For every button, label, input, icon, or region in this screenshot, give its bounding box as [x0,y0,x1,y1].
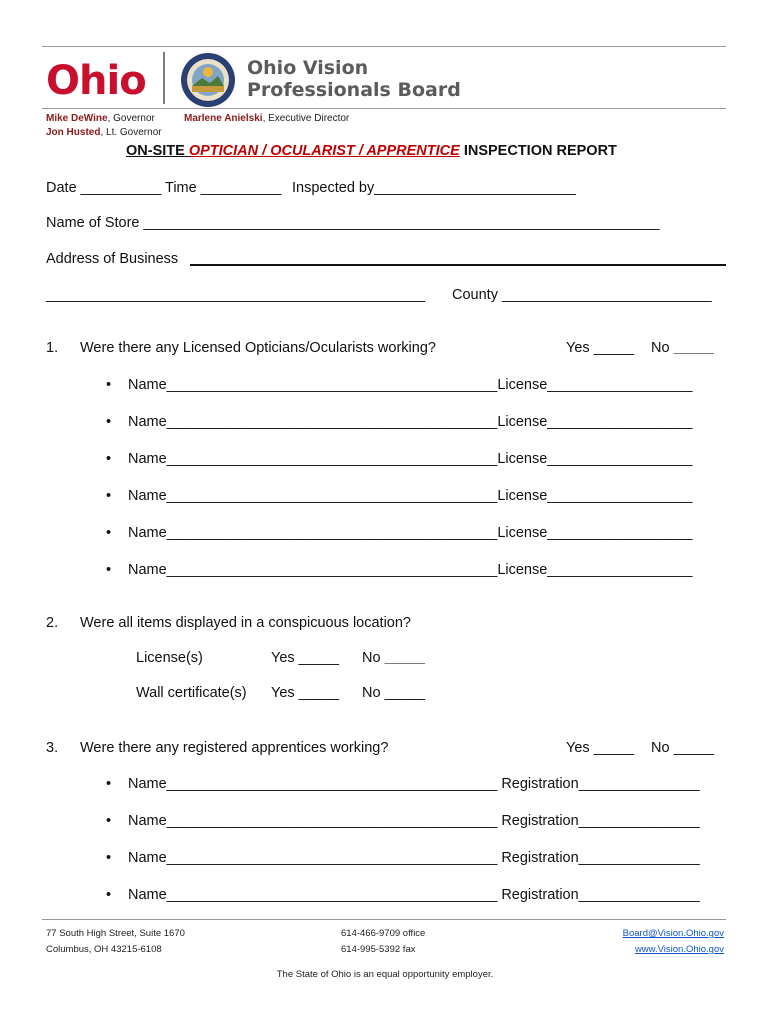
title-highlight: OPTICIAN / OCULARIST / APPRENTICE [188,143,460,159]
q1-row-5 [106,525,692,541]
q3-row-4 [106,887,700,903]
governor-line [46,113,155,124]
store-name-field[interactable]: Name of Store ________________________________________________________________ [46,215,660,231]
q2-license-yes[interactable]: Yes _____ [271,650,340,666]
q1-name-field[interactable]: Name_________________________________________ [128,451,498,467]
date-field[interactable]: Date __________ [46,180,162,196]
q2-license-no-label: No [362,650,385,666]
q3-name-field[interactable]: Name_________________________________________ [128,813,498,829]
lt-governor-name: Jon Husted [46,127,101,138]
address-line1: 77 South High Street, Suite 1670 [46,928,185,939]
county-field[interactable]: County __________________________ [452,287,712,303]
board-name-line2: Professionals Board [247,79,461,101]
footer-address [46,926,185,958]
q1-text: Were there any Licensed Opticians/Ocularists working? [80,340,436,356]
q3-registration-field[interactable]: Registration_______________ [501,813,700,829]
state-seal-icon [180,52,236,108]
q1-name-field[interactable]: Name_________________________________________ [128,488,498,504]
board-name-line1: Ohio Vision [247,57,369,79]
q2-text: Were all items displayed in a conspicuous location? [80,615,411,631]
q1-number: 1. [46,340,59,356]
q1-name-field[interactable]: Name_________________________________________ [128,414,498,430]
address-line2: Columbus, OH 43215-6108 [46,944,162,955]
email-link[interactable]: Board@Vision.Ohio.gov [622,928,724,939]
q3-row-3 [106,850,700,866]
q2-number: 2. [46,615,59,631]
bullet: • [106,887,112,903]
governor-title: , Governor [107,113,155,124]
governor-name: Mike DeWine [46,113,108,124]
q1-license-field[interactable]: License__________________ [497,525,693,541]
inspected-by-field[interactable]: Inspected by_________________________ [292,180,576,196]
q1-row-6 [106,562,692,578]
q1-license-field[interactable]: License__________________ [497,488,693,504]
q3-name-field[interactable]: Name_________________________________________ [128,850,498,866]
q3-number: 3. [46,740,59,756]
lt-governor-title: , Lt. Governor [100,127,162,138]
city-field[interactable]: _______________________________________________ [46,287,426,303]
q3-registration-field[interactable]: Registration_______________ [501,850,700,866]
q1-row-2 [106,414,692,430]
q3-yes[interactable]: Yes _____ [566,740,635,756]
equal-opportunity-note: The State of Ohio is an equal opportunity employer. [276,969,494,980]
q3-registration-field[interactable]: Registration_______________ [501,887,700,903]
time-field[interactable]: Time __________ [165,180,282,196]
q1-no-blank: _____ [673,340,714,356]
address-label: Address of Business [46,251,179,267]
q1-no-label: No [651,340,674,356]
q1-license-field[interactable]: License__________________ [497,451,693,467]
q2-license-no[interactable] [362,650,425,666]
phone-fax: 614-995-5392 fax [341,944,416,955]
q3-text: Were there any registered apprentices working? [80,740,389,756]
q3-name-field[interactable]: Name_________________________________________ [128,887,498,903]
bullet: • [106,488,112,504]
director-name: Marlene Anielski [184,113,263,124]
footer-phones [341,926,425,958]
title-prefix: ON-SITE [126,143,189,159]
bullet: • [106,525,112,541]
header-rule [42,108,726,109]
director-title: , Executive Director [262,113,350,124]
director-line [184,113,349,124]
ohio-logo: Ohio [46,58,146,104]
q1-yes[interactable]: Yes _____ [566,340,635,356]
q2-license-label: License(s) [136,650,203,666]
q1-name-field[interactable]: Name_________________________________________ [128,562,498,578]
q1-row-4 [106,488,692,504]
footer-rule [42,919,726,920]
q3-row-2 [106,813,700,829]
bullet: • [106,414,112,430]
title-suffix: INSPECTION REPORT [459,143,617,159]
address-field[interactable] [190,264,726,266]
q2-wall-yes[interactable]: Yes _____ [271,685,340,701]
q2-license-no-blank: _____ [384,650,425,666]
board-name [247,57,461,101]
bullet: • [106,562,112,578]
q3-no-label: No [651,740,674,756]
report-title [126,143,617,159]
bullet: • [106,850,112,866]
q1-name-field[interactable]: Name_________________________________________ [128,525,498,541]
footer-links [623,926,724,958]
phone-office: 614-466-9709 office [341,928,426,939]
logo-divider [163,52,165,104]
bullet: • [106,451,112,467]
lt-governor-line [46,127,162,138]
q1-license-field[interactable]: License__________________ [497,377,693,393]
q1-name-field[interactable]: Name_________________________________________ [128,377,498,393]
bullet: • [106,813,112,829]
q1-row-3 [106,451,692,467]
q2-wall-label: Wall certificate(s) [136,685,247,701]
q2-wall-no[interactable]: No _____ [362,685,425,701]
bullet: • [106,377,112,393]
q1-license-field[interactable]: License__________________ [497,414,693,430]
bullet: • [106,776,112,792]
q3-registration-field[interactable]: Registration_______________ [501,776,700,792]
top-rule [42,46,726,47]
q1-license-field[interactable]: License__________________ [497,562,693,578]
q3-row-1 [106,776,700,792]
q1-row-1 [106,377,692,393]
q3-name-field[interactable]: Name_________________________________________ [128,776,498,792]
website-link[interactable]: www.Vision.Ohio.gov [634,944,724,955]
q1-no[interactable] [651,340,714,356]
q3-no[interactable] [651,740,714,756]
q3-no-blank: _____ [673,740,714,756]
